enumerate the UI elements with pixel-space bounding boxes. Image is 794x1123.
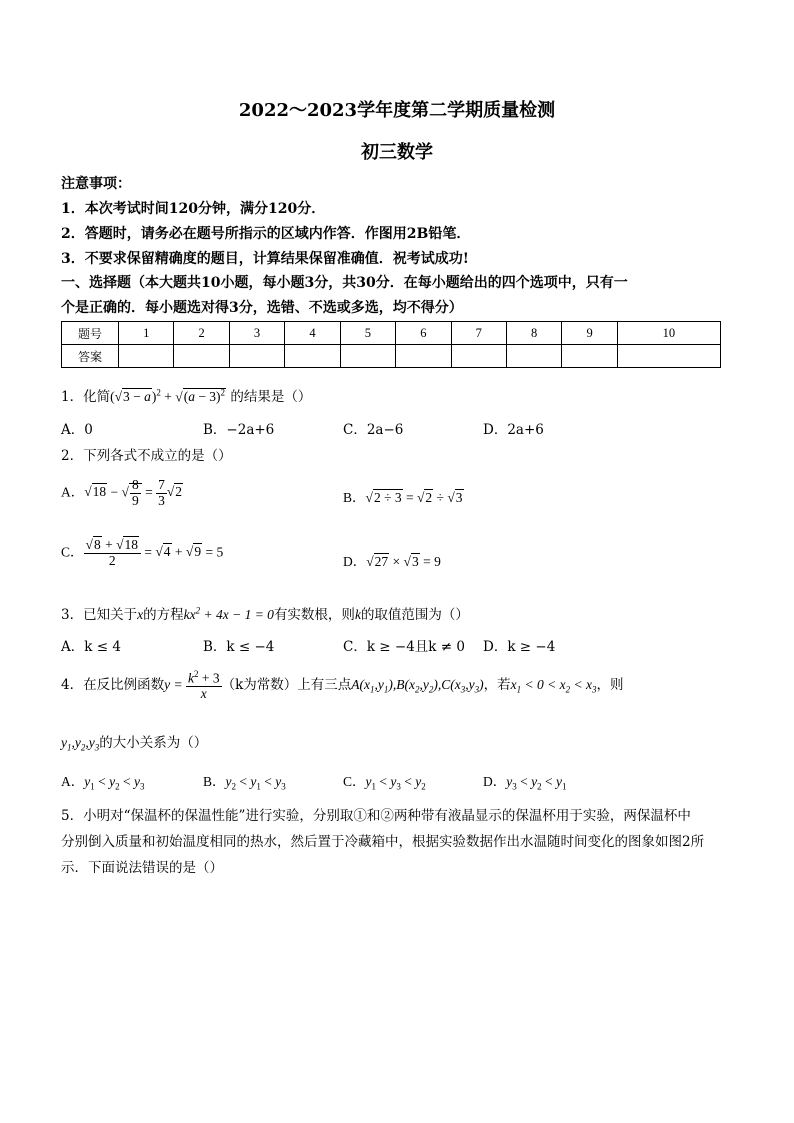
answer-cell[interactable]	[396, 345, 451, 368]
question-5-stem-line2: 分别倒入质量和初始温度相同的热水，然后置于冷藏箱中，根据实验数据作出水温随时间变化的图象如图2所	[61, 834, 705, 850]
table-number-cell: 2	[174, 322, 229, 345]
q1-option-d[interactable]: D．2a+6	[483, 422, 544, 438]
answer-cell[interactable]	[617, 345, 720, 368]
answer-cell[interactable]	[229, 345, 284, 368]
table-row-label: 题号	[62, 322, 119, 345]
q4-option-c[interactable]: C．$y_1 < y_3 < y_2$	[343, 774, 426, 792]
table-row-label: 答案	[62, 345, 119, 368]
question-5-stem-line1: 5．小明对“保温杯的保温性能”进行实验，分别取①和②两种带有液晶显示的保温杯用于实验，两保温杯中	[61, 808, 691, 824]
q3-option-a[interactable]: A．k ≤ 4	[61, 639, 121, 655]
note-item-1: 1．本次考试时间120分钟，满分120分．	[61, 201, 326, 217]
q4-option-b[interactable]: B．$y_2 < y_1 < y_3$	[203, 774, 286, 792]
answer-table-answer-row	[62, 345, 721, 368]
answer-cell[interactable]	[451, 345, 506, 368]
answer-cell[interactable]	[340, 345, 395, 368]
table-number-cell: 4	[285, 322, 340, 345]
table-number-cell: 10	[617, 322, 720, 345]
q2-option-a[interactable]: A．√18 − √ $\frac{8}{9}$ = $\frac{7}{3}$ √2	[61, 477, 183, 508]
answer-table-header-row	[62, 322, 721, 345]
q4-option-d[interactable]: D．$y_3 < y_2 < y_1$	[483, 774, 567, 792]
table-number-cell: 5	[340, 322, 395, 345]
question-4-stem-line1: 4．在反比例函数y = $\frac{k^2 + 3}{x}$ （k为常数）上有三点$A(x_1,y_1),B(x_2,y_2),C(x_3,y_3)$，若$x_1 < 0 < x_2 < x_3$，则	[61, 669, 624, 702]
answer-cell[interactable]	[285, 345, 340, 368]
answer-table	[61, 321, 721, 368]
question-4-stem-line2: $y_1,y_2,y_3$的大小关系为（）	[61, 735, 208, 753]
q4-option-a[interactable]: A．$y_1 < y_2 < y_3$	[61, 774, 145, 792]
question-5-stem-line3: 示．下面说法错误的是（）	[61, 860, 223, 876]
notes-heading: 注意事项：	[61, 176, 131, 192]
table-number-cell: 6	[396, 322, 451, 345]
q1-option-a[interactable]: A．0	[61, 422, 93, 438]
section-1-heading-line2: 个是正确的．每小题选对得3分，选错、不选或多选，均不得分）	[61, 300, 463, 316]
q3-option-d[interactable]: D．k ≥ −4	[483, 639, 556, 655]
q1-option-c[interactable]: C．2a−6	[343, 422, 404, 438]
table-number-cell: 1	[119, 322, 174, 345]
question-1-stem: 1．化简$(√3 - a)^2 + √(a - 3)^2$ 的结果是（）	[61, 387, 312, 405]
table-number-cell: 9	[562, 322, 617, 345]
answer-cell[interactable]	[562, 345, 617, 368]
exam-subtitle: 初三数学	[361, 142, 433, 163]
table-number-cell: 8	[506, 322, 561, 345]
q3-option-b[interactable]: B．k ≤ −4	[203, 639, 275, 655]
q3-option-c[interactable]: C．k ≥ −4且k ≠ 0	[343, 639, 465, 655]
question-3-stem: 3．已知关于x的方程$kx^2 + 4x - 1 = 0$有实数根，则k的取值范围为（）	[61, 605, 469, 623]
table-number-cell: 7	[451, 322, 506, 345]
note-item-2: 2．答题时，请务必在题号所指示的区域内作答．作图用2B铅笔．	[61, 226, 471, 242]
answer-cell[interactable]	[174, 345, 229, 368]
answer-cell[interactable]	[119, 345, 174, 368]
q2-option-c[interactable]: C． $\frac{√8 + √18}{2}$ = √4 + √9 = 5	[61, 537, 224, 568]
table-number-cell: 3	[229, 322, 284, 345]
answer-cell[interactable]	[506, 345, 561, 368]
q2-option-b[interactable]: B．√2 ÷ 3 = √2 ÷ √3	[343, 490, 463, 505]
q1-option-b[interactable]: B．−2a+6	[203, 422, 275, 438]
note-item-3: 3．不要求保留精确度的题目，计算结果保留准确值．祝考试成功!	[61, 251, 469, 267]
q2-option-d[interactable]: D．√27 × √3 = 9	[343, 554, 441, 569]
section-1-heading-line1: 一、选择题（本大题共10小题，每小题3分，共30分．在每小题给出的四个选项中，只有一	[61, 275, 628, 291]
exam-title: 2022～2023学年度第二学期质量检测	[238, 100, 556, 121]
question-2-stem: 2．下列各式不成立的是（）	[61, 448, 232, 464]
q1-expression: $(√3 - a)^2 + √(a - 3)^2$	[110, 387, 226, 404]
